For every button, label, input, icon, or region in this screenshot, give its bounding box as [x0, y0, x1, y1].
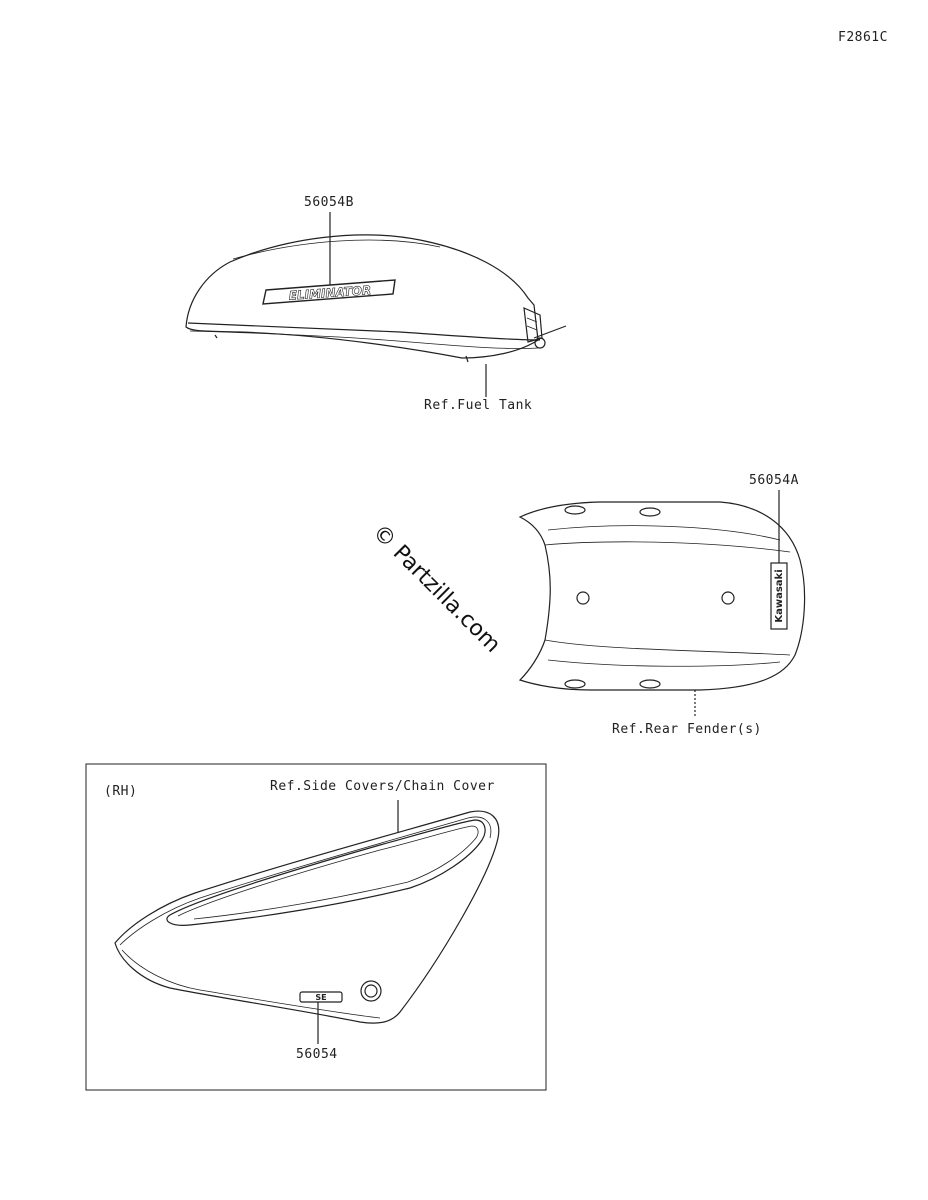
- rear-fender-drawing: [520, 490, 805, 718]
- part-number-56054: 56054: [296, 1047, 338, 1062]
- kawasaki-emblem-text: Kawasaki: [774, 569, 785, 623]
- kawasaki-emblem: [771, 563, 787, 629]
- fuel-tank-drawing: [186, 212, 566, 397]
- side-label-rh: (RH): [104, 784, 138, 799]
- ref-rear-fender-label: Ref.Rear Fender(s): [612, 722, 762, 737]
- side-cover-emblem-text: SE: [315, 993, 327, 1002]
- side-cover-emblem: [300, 992, 342, 1002]
- side-cover-drawing: [115, 800, 499, 1044]
- watermark: © Partzilla.com: [367, 520, 506, 658]
- side-cover-frame: [86, 764, 546, 1090]
- eliminator-emblem-text: ELIMINATOR: [288, 283, 372, 303]
- part-number-56054B: 56054B: [304, 195, 354, 210]
- eliminator-emblem: [263, 280, 395, 304]
- ref-side-covers-label: Ref.Side Covers/Chain Cover: [270, 779, 495, 794]
- ref-fuel-tank-label: Ref.Fuel Tank: [424, 398, 533, 413]
- figure-code: F2861C: [838, 30, 888, 45]
- part-number-56054A: 56054A: [749, 473, 799, 488]
